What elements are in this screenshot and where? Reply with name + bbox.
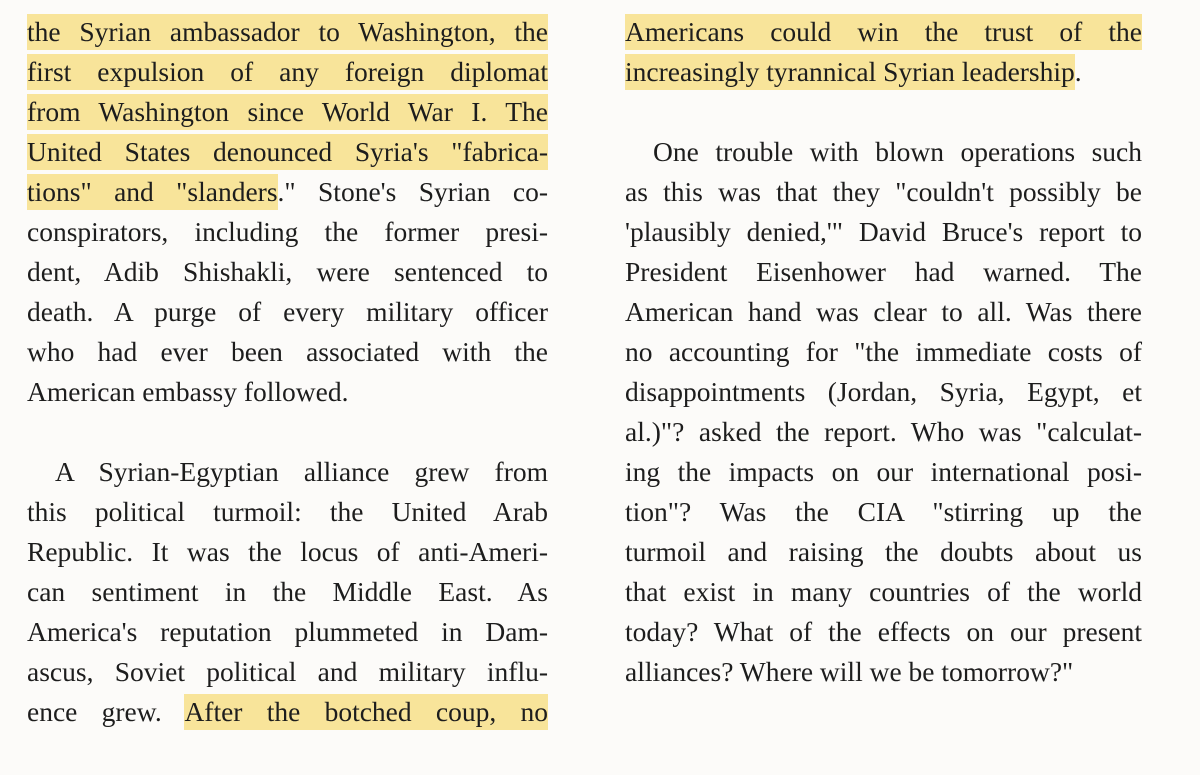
body-text: .	[1074, 56, 1082, 87]
highlighted-text[interactable]: After the botched coup, no	[184, 694, 548, 730]
left-column	[27, 12, 548, 732]
highlighted-text[interactable]: United States denounced Syria's "fabrica-	[27, 134, 548, 170]
text-line	[27, 692, 548, 732]
paragraph-alliance	[27, 452, 548, 732]
text-line: 'plausibly denied,'" David Bruce's report to	[625, 216, 1142, 247]
text-line	[625, 52, 1142, 92]
text-line: dent, Adib Shishakli, were sentenced to	[27, 256, 548, 287]
text-line: no accounting for "the immediate costs of	[625, 336, 1142, 367]
text-line: alliances? Where will we be tomorrow?"	[625, 656, 1074, 687]
text-line	[27, 172, 548, 212]
text-line: tion"? Was the CIA "stirring up the	[625, 496, 1142, 527]
text-line: ascus, Soviet political and military influ-	[27, 656, 548, 687]
right-column	[625, 12, 1142, 692]
highlighted-text[interactable]: from Washington since World War I. The	[27, 94, 548, 130]
paragraph-gap	[625, 92, 1142, 132]
text-line: ing the impacts on our international posi-	[625, 456, 1142, 487]
paragraph-blown-operations	[625, 132, 1142, 692]
text-line: A Syrian-Egyptian alliance grew from	[55, 456, 548, 487]
paragraph-expulsion	[27, 12, 548, 412]
text-line: turmoil and raising the doubts about us	[625, 536, 1142, 567]
text-line: conspirators, including the former presi-	[27, 216, 548, 247]
text-line: who had ever been associated with the	[27, 336, 548, 367]
paragraph-trust	[625, 12, 1142, 92]
text-line: Republic. It was the locus of anti-Ameri-	[27, 536, 548, 567]
text-line: American hand was clear to all. Was there	[625, 296, 1142, 327]
text-line: as this was that they "couldn't possibly be	[625, 176, 1142, 207]
text-line: today? What of the effects on our present	[625, 616, 1142, 647]
highlighted-text[interactable]: tions" and "slanders	[27, 174, 278, 210]
text-line	[27, 52, 548, 92]
text-line: disappointments (Jordan, Syria, Egypt, et	[625, 376, 1142, 407]
highlighted-text[interactable]: the Syrian ambassador to Washington, the	[27, 14, 548, 50]
text-line: this political turmoil: the United Arab	[27, 496, 548, 527]
highlighted-text[interactable]: increasingly tyrannical Syrian leadership	[625, 54, 1075, 90]
highlighted-text[interactable]: Americans could win the trust of the	[625, 14, 1142, 50]
text-line: can sentiment in the Middle East. As	[27, 576, 548, 607]
text-line: death. A purge of every military officer	[27, 296, 548, 327]
text-line: al.)"? asked the report. Who was "calculat-	[625, 416, 1142, 447]
text-line	[625, 12, 1142, 52]
paragraph-gap	[27, 412, 548, 452]
text-line: One trouble with blown operations such	[653, 136, 1142, 167]
text-line: America's reputation plummeted in Dam-	[27, 616, 548, 647]
body-text: ." Stone's Syrian co-	[277, 176, 548, 207]
text-line: that exist in many countries of the world	[625, 576, 1142, 607]
text-line: American embassy followed.	[27, 376, 349, 407]
text-line	[27, 92, 548, 132]
text-line	[27, 132, 548, 172]
highlighted-text[interactable]: first expulsion of any foreign diplomat	[27, 54, 548, 90]
text-line	[27, 12, 548, 52]
body-text: ence grew.	[27, 696, 185, 727]
text-line: President Eisenhower had warned. The	[625, 256, 1142, 287]
